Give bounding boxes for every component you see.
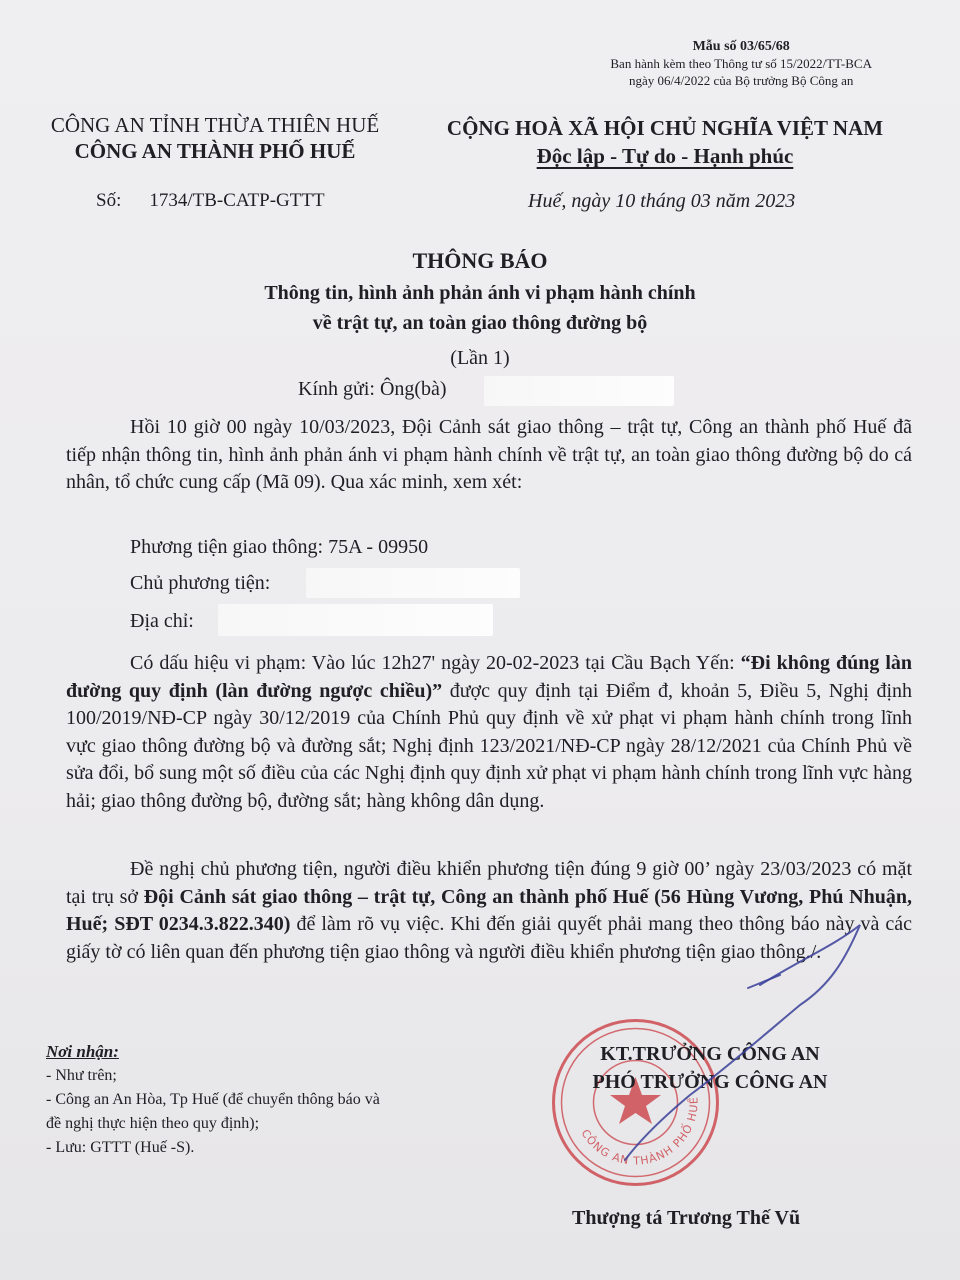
- form-reference: [610, 38, 872, 89]
- vehicle-plate: 75A - 09950: [328, 536, 429, 558]
- paragraph-intro: [66, 414, 912, 497]
- violation-description: “Đi không đúng làn đường quy định (làn đường ngược chiều)”: [66, 652, 912, 702]
- nation-title: CỘNG HOÀ XÃ HỘI CHỦ NGHĨA VIỆT NAM: [446, 116, 884, 140]
- violation-legal-basis: được quy định tại Điểm đ, khoản 5, Điều 5, Nghị định 100/2019/NĐ-CP ngày 30/12/2019 của Chính Phủ quy định về xử phạt vi phạm hành chính trong lĩnh vực giao thông đường bộ và đường sắt; Nghị định 123/2021/NĐ-CP ngày 28/12/2021 của Chính Phủ về sửa đổi, bổ sung một số điều của các Nghị định quy định xử phạt vi phạm hành chính trong lĩnh vực hàng hải; giao thông đường bộ, đường sắt; hàng không dân dụng.: [66, 679, 912, 812]
- signer-name: Thượng tá Trương Thế Vũ: [572, 1207, 801, 1229]
- request-rest: để làm rõ vụ việc. Khi đến giải quyết phải mang theo thông báo này và các giấy tờ có liên quan đến phương tiện giao thông và người điều khiển phương tiện giao thông./.: [66, 913, 913, 963]
- agency-parent: CÔNG AN TỈNH THỪA THIÊN HUẾ: [50, 113, 380, 137]
- owner-line: [130, 572, 270, 595]
- redacted-address: [218, 604, 493, 636]
- paragraph-request: [66, 856, 912, 966]
- paragraph-violation-text: [66, 650, 912, 815]
- address-line: [130, 610, 194, 633]
- national-header: [420, 114, 910, 170]
- signature-line-2: PHÓ TRƯỞNG CÔNG AN: [592, 1071, 828, 1093]
- document-date: Huế, ngày 10 tháng 03 năm 2023: [528, 190, 796, 212]
- redacted-owner: [306, 568, 520, 598]
- redacted-recipient: [484, 376, 674, 406]
- vehicle-line: [130, 536, 428, 559]
- seal-text: CÔNG AN THÀNH PHỐ HUẾ: [578, 1095, 701, 1168]
- recipients-heading: Nơi nhận:: [46, 1042, 119, 1061]
- request-place: Đội Cảnh sát giao thông – trật tự, Công an thành phố Huế (56 Hùng Vương, Phú Nhuận, Huế; SĐT 0234.3.822.340): [66, 885, 912, 935]
- form-code: Mẫu số 03/65/68: [692, 39, 790, 54]
- issuing-agency: [40, 112, 390, 164]
- paragraph-violation: [66, 650, 912, 815]
- violation-intro: Có dấu hiệu vi phạm: Vào lúc 12h27' ngày 20-02-2023 tại Cầu Bạch Yến:: [130, 652, 741, 674]
- greeting: Kính gửi: Ông(bà): [298, 378, 447, 400]
- nation-motto: Độc lập - Tự do - Hạnh phúc: [536, 144, 794, 168]
- document-number-value: 1734/TB-CATP-GTTT: [149, 190, 325, 211]
- recipients-block: [46, 1040, 380, 1160]
- document-number-label: Số:: [96, 190, 122, 211]
- recipient-item: đề nghị thực hiện theo quy định);: [46, 1115, 260, 1132]
- signature-block: [560, 1040, 860, 1096]
- recipient-item: - Như trên;: [46, 1067, 117, 1084]
- document-title: THÔNG BÁO: [412, 248, 548, 273]
- form-date-line: ngày 06/4/2022 của Bộ trưởng Bộ Công an: [628, 73, 854, 88]
- notice-round: (Lần 1): [450, 347, 510, 369]
- document-number: [96, 190, 325, 212]
- address-label: Địa chỉ:: [130, 610, 194, 632]
- form-issued-line: Ban hành kèm theo Thông tư số 15/2022/TT-BCA: [610, 56, 872, 71]
- paragraph-intro-text: Hồi 10 giờ 00 ngày 10/03/2023, Đội Cảnh sát giao thông – trật tự, Công an thành phố Huế đã tiếp nhận thông tin, hình ảnh phản ánh vi phạm hành chính về trật tự, an toàn giao thông đường bộ do cá nhân, tổ chức cung cấp (Mã 09). Qua xác minh, xem xét:: [66, 416, 912, 493]
- recipient-item: - Lưu: GTTT (Huế -S).: [46, 1139, 195, 1156]
- vehicle-label: Phương tiện giao thông:: [130, 536, 324, 558]
- recipient-item: - Công an An Hòa, Tp Huế (để chuyển thông báo và: [46, 1091, 380, 1108]
- agency-name: CÔNG AN THÀNH PHỐ HUẾ: [74, 139, 356, 163]
- paragraph-request-text: [66, 856, 912, 966]
- document-subtitle-2: về trật tự, an toàn giao thông đường bộ: [312, 312, 648, 334]
- document-subtitle-1: Thông tin, hình ảnh phản ánh vi phạm hành chính: [264, 282, 696, 304]
- signature-line-1: KT.TRƯỞNG CÔNG AN: [600, 1043, 820, 1065]
- owner-label: Chủ phương tiện:: [130, 572, 271, 594]
- request-intro: Đề nghị chủ phương tiện, người điều khiển phương tiện đúng 9 giờ 00’ ngày 23/03/2023 có mặt tại trụ sở: [66, 858, 912, 908]
